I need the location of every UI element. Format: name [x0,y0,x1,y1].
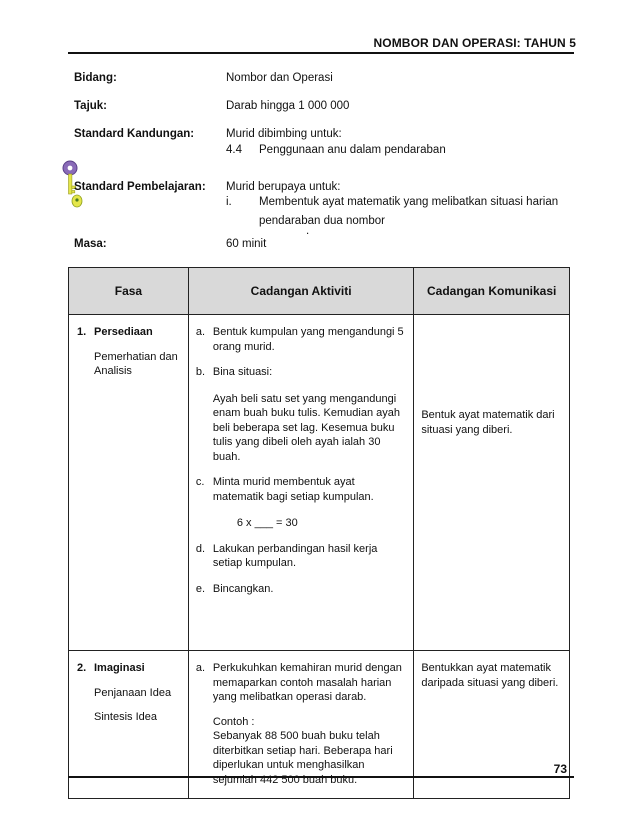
fasa-name: Persediaan [94,326,153,338]
fasa-title [77,325,184,340]
bidang-label: Bidang: [74,72,117,84]
aktiviti-item [196,582,407,597]
aktiviti-item [196,475,407,531]
fasa-number: 2. [77,662,87,674]
fasa-subtitle: Pemerhatian dan Analisis [94,350,178,377]
komunikasi-text: Bentuk ayat matematik dari situasi yang diberi. [421,409,555,436]
komunikasi-text: Bentukkan ayat matematik daripada situasi yang diberi. [421,662,559,689]
standard-pembelajaran-continuation: pendaraban dua nombor [259,215,385,227]
fasa-number: 1. [77,326,87,338]
item-text: Lakukan perbandingan hasil kerja setiap kumpulan. [212,542,378,569]
item-text: Perkukuhkan kemahiran murid dengan memaparkan contoh masalah harian yang melibatkan operasi darab. [212,662,402,703]
item-text: Bina situasi: [212,366,273,378]
contoh-label: Contoh : [212,715,255,728]
item-text: Minta murid membentuk ayat matematik bagi setiap kumpulan. [212,476,374,503]
aktiviti-item [196,661,407,787]
standard-kandungan-text: Penggunaan anu dalam pendaraban [259,144,446,156]
bidang-value: Nombor dan Operasi [226,72,333,84]
aktiviti-cell [188,315,413,651]
standard-pembelajaran-dot: . [306,225,310,237]
standard-pembelajaran-text: Membentuk ayat matematik yang melibatkan situasi harian [259,196,559,208]
page-number: 73 [553,762,567,776]
item-key: a. [195,326,206,338]
tajuk-value: Darab hingga 1 000 000 [226,100,350,112]
header-rule [68,52,574,54]
header-fasa: Fasa [69,268,189,315]
standard-pembelajaran-number: i. [226,196,232,208]
standard-kandungan-item [226,143,446,158]
tajuk-label: Tajuk: [74,100,108,112]
item-key: d. [195,542,206,555]
item-text: Bincangkan. [212,582,274,595]
running-header-title: NOMBOR DAN OPERASI: TAHUN 5 [373,36,576,50]
item-text: Bentuk kumpulan yang mengandungi 5 orang murid. [212,326,404,353]
fasa-title [77,661,184,676]
standard-pembelajaran-intro: Murid berupaya untuk: [226,181,341,193]
aktiviti-item [196,542,407,571]
lesson-table [68,267,570,799]
masa-label: Masa: [74,238,107,250]
contoh-text: Sebanyak 88 500 buah buku telah diterbitkan setiap hari. Beberapa hari diperlukan untuk menghasilkan sejumlah 442 500 buah buku. [212,730,393,786]
komunikasi-cell [414,315,570,651]
fasa-name: Imaginasi [94,662,145,674]
situation-paragraph: Ayah beli satu set yang mengandungi enam buah buku tulis. Kemudian ayah beli beberapa set lag. Kesemua buku tulis yang dibeli oleh ayah ialah 30 buah. [212,392,400,463]
standard-kandungan-label: Standard Kandungan: [74,128,195,140]
header-cadangan-komunikasi: Cadangan Komunikasi [414,268,570,315]
item-key: b. [195,366,206,378]
item-key: e. [195,582,206,595]
equation: 6 x ___ = 30 [236,517,298,529]
fasa-subtitle: Penjanaan Idea [94,686,172,699]
masa-value: 60 minit [226,238,267,250]
standard-kandungan-intro: Murid dibimbing untuk: [226,128,342,140]
fasa-subtitle: Sintesis Idea [94,711,157,723]
standard-pembelajaran-label: Standard Pembelajaran: [74,181,206,193]
fasa-cell [69,315,189,651]
item-key: a. [195,662,206,674]
header-cadangan-aktiviti: Cadangan Aktiviti [188,268,413,315]
table-header-row [69,268,570,315]
footer-rule [68,776,574,778]
aktiviti-item [196,365,407,464]
table-row [69,315,570,651]
aktiviti-item [196,325,407,354]
item-key: c. [195,476,205,488]
standard-kandungan-number: 4.4 [226,144,242,156]
standard-pembelajaran-item [226,195,558,210]
